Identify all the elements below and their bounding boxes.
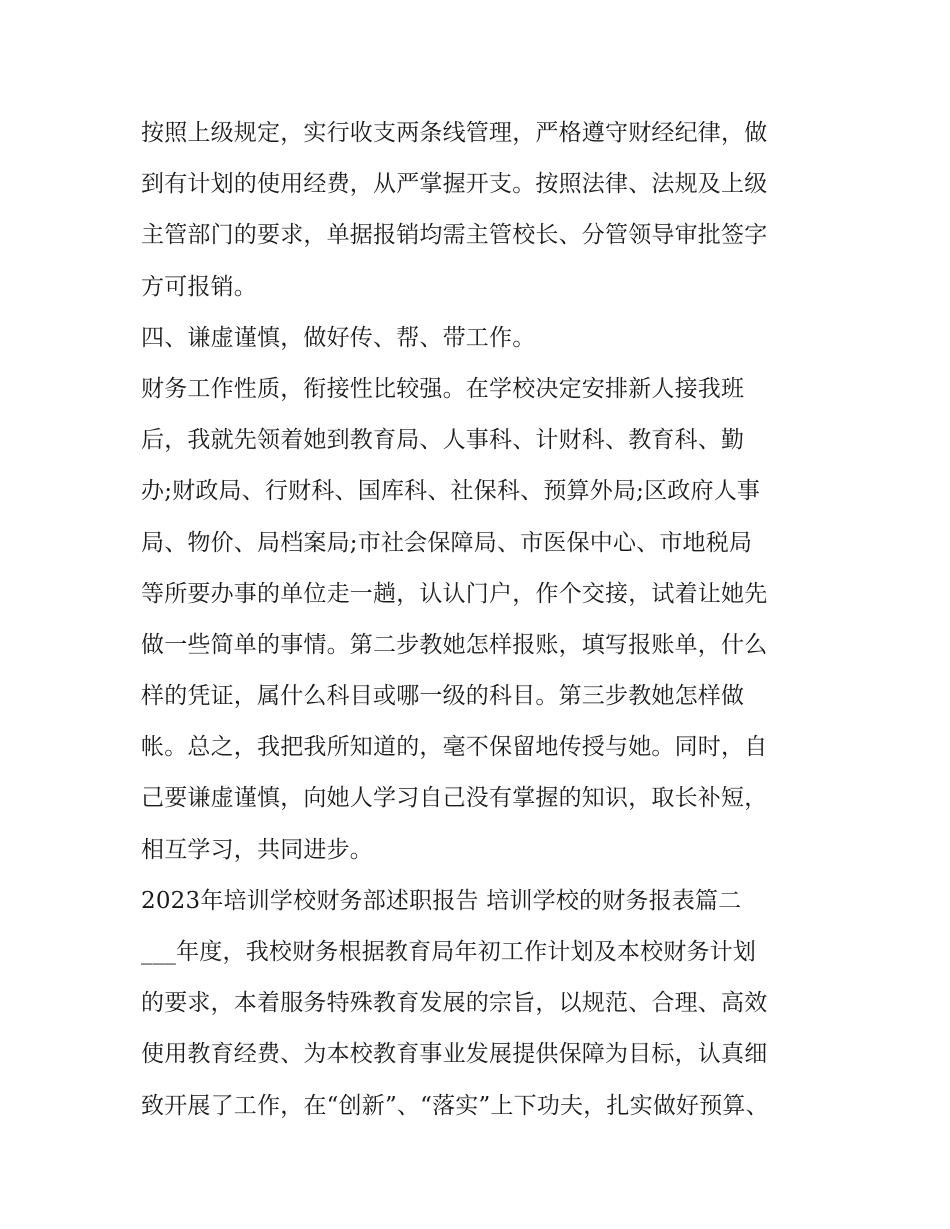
text-line: 相互学习，共同进步。 bbox=[141, 836, 373, 863]
text-line: 主管部门的要求，单据报销均需主管校长、分管领导审批签字 bbox=[141, 222, 768, 249]
text-line: 的要求，本着服务特殊教育发展的宗旨，以规范、合理、高效 bbox=[141, 990, 768, 1017]
text-line: 方可报销。 bbox=[141, 273, 257, 300]
document-body bbox=[141, 108, 821, 1132]
text-line: 后，我就先领着她到教育局、人事科、计财科、教育科、勤 bbox=[141, 427, 745, 454]
text-line: 等所要办事的单位走一趟，认认门户，作个交接，试着让她先 bbox=[141, 580, 768, 607]
text-line: 局、物价、局档案局;市社会保障局、市医保中心、市地税局 bbox=[141, 529, 753, 556]
text-line: 办;财政局、行财科、国库科、社保科、预算外局;区政府人事 bbox=[141, 478, 761, 505]
text-line: 使用教育经费、为本校教育事业发展提供保障为目标，认真细 bbox=[141, 1041, 768, 1068]
text-line: 到有计划的使用经费，从严掌握开支。按照法律、法规及上级 bbox=[141, 171, 768, 198]
article-title: 2023年培训学校财务部述职报告 培训学校的财务报表篇二 bbox=[141, 887, 742, 914]
text-line: 致开展了工作，在“创新”、“落实”上下功夫，扎实做好预算、 bbox=[141, 1092, 769, 1119]
text-line: 己要谦虚谨慎，向她人学习自己没有掌握的知识，取长补短， bbox=[141, 785, 768, 812]
text-line: 按照上级规定，实行收支两条线管理，严格遵守财经纪律，做 bbox=[141, 120, 768, 146]
text-line: 财务工作性质，衔接性比较强。在学校决定安排新人接我班 bbox=[141, 375, 745, 402]
text-line: 样的凭证，属什么科目或哪一级的科目。第三步教她怎样做 bbox=[141, 683, 745, 710]
section-heading: 四、谦虚谨慎，做好传、帮、带工作。 bbox=[141, 324, 536, 351]
text-line: 帐。总之，我把我所知道的，毫不保留地传授与她。同时，自 bbox=[141, 734, 768, 761]
text-line: ___年度，我校财务根据教育局年初工作计划及本校财务计划 bbox=[141, 939, 757, 965]
text-line: 做一些简单的事情。第二步教她怎样报账，填写报账单，什么 bbox=[141, 631, 768, 658]
